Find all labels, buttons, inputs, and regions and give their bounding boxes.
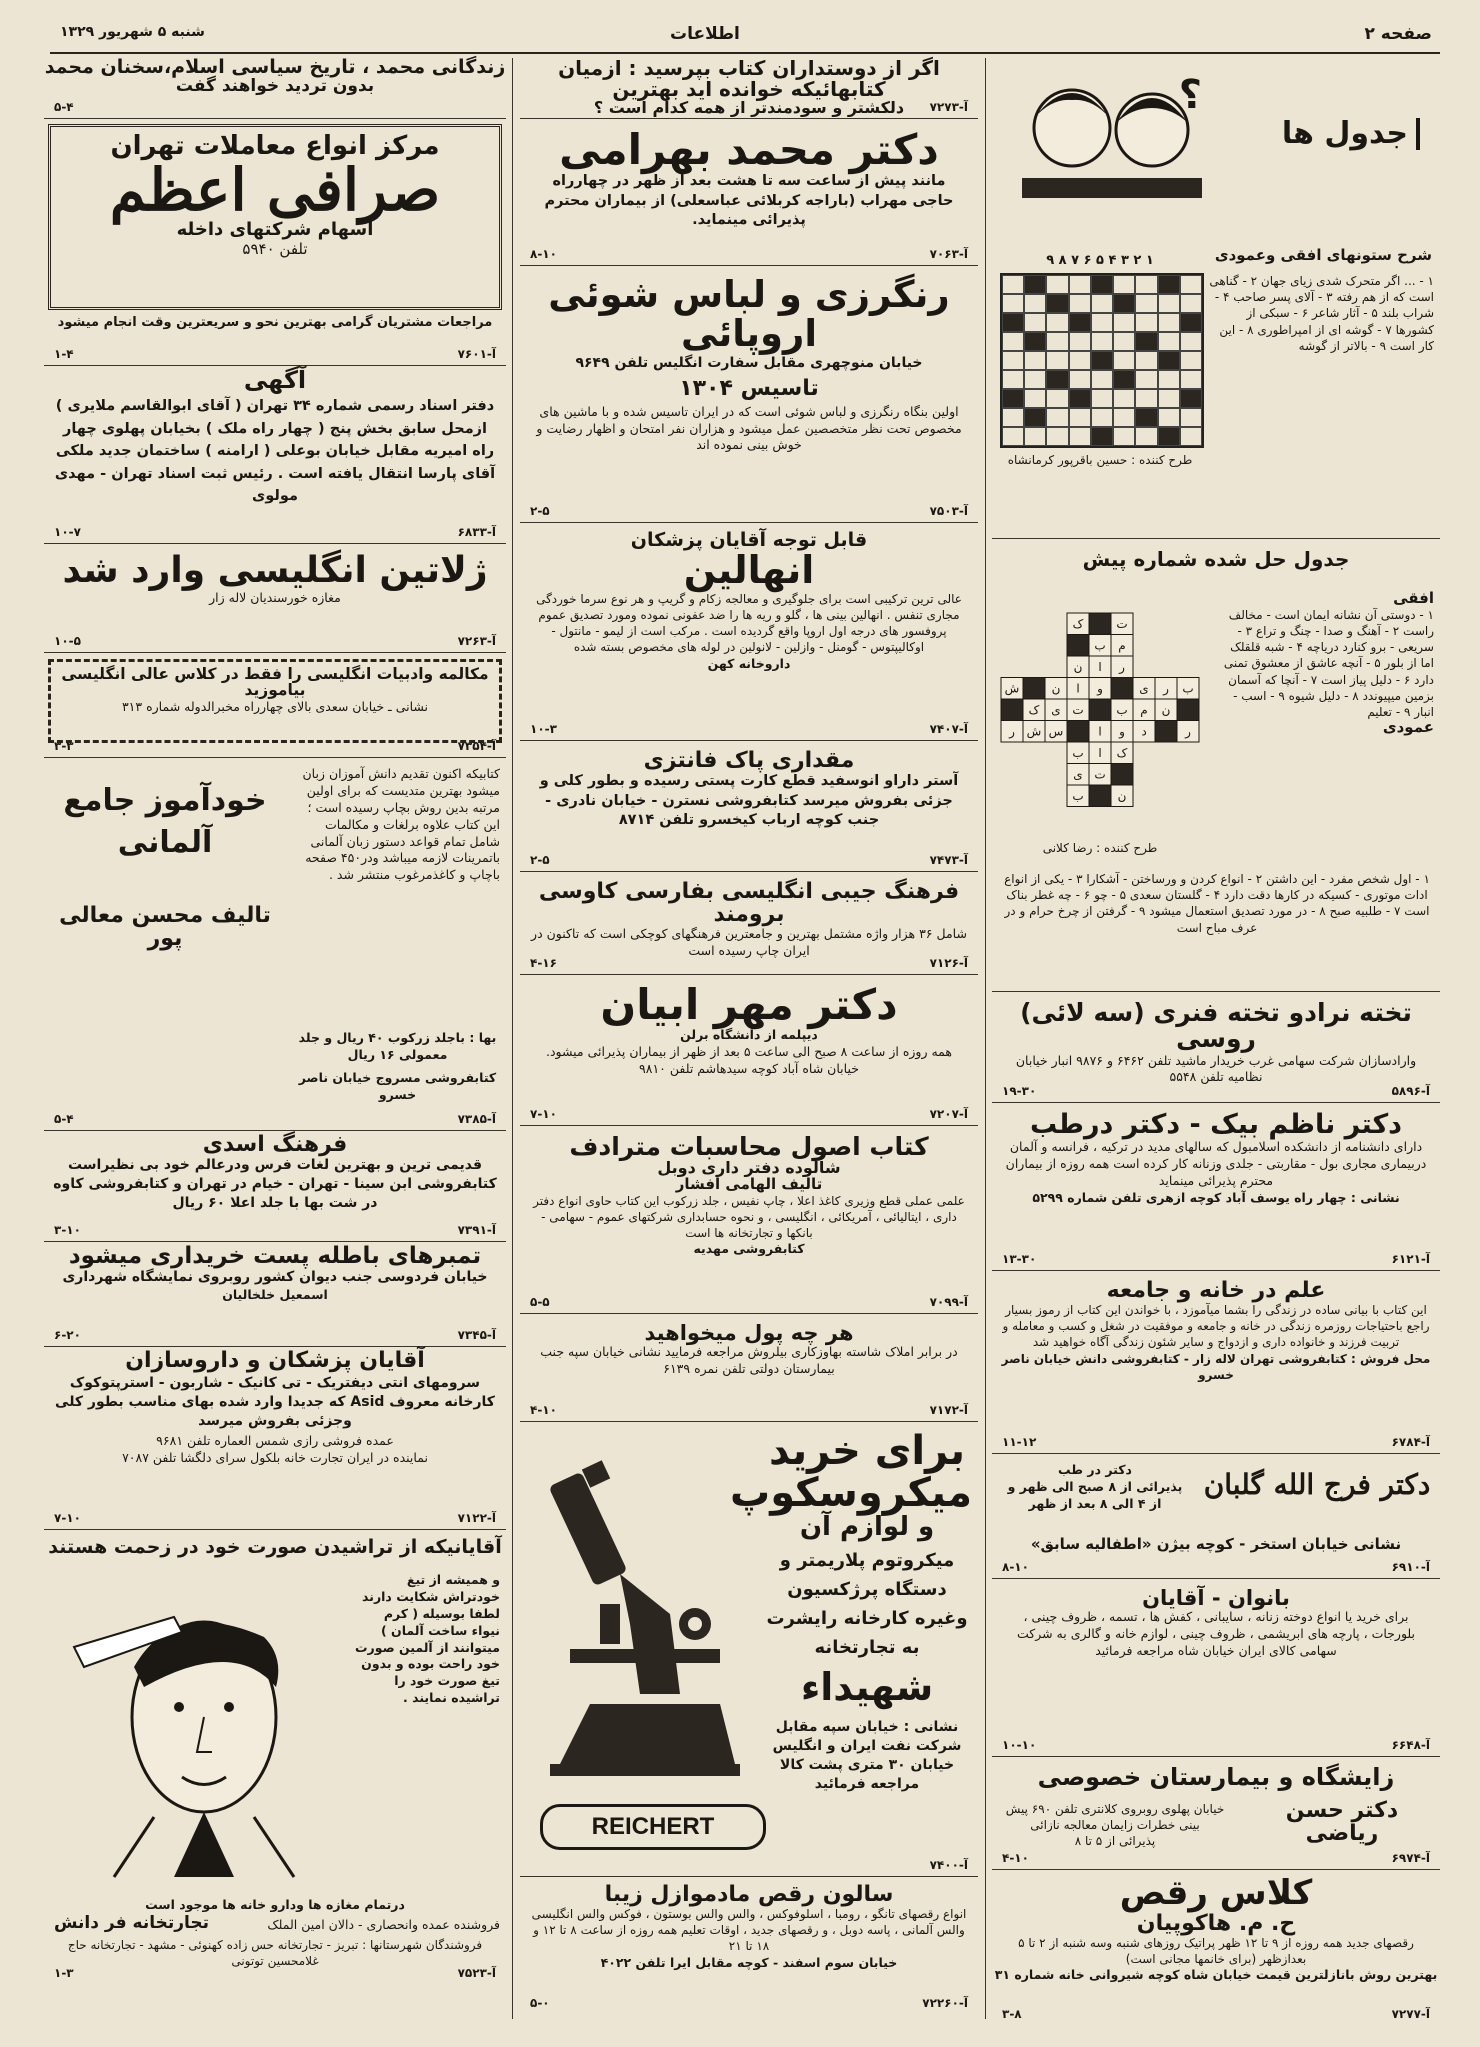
grid-letter: ا bbox=[1098, 660, 1102, 674]
grid-letter: م bbox=[1140, 703, 1148, 717]
ad-text: همه روزه از ساعت ۸ صبح الی ساعت ۵ بعد از ظهر از بیماران پذیرائی میشود. خیابان شاه آباد کوچه سیدهاشم تلفن ۹۸۱۰ bbox=[545, 1043, 952, 1076]
puzzle-couple-illustration bbox=[1002, 68, 1222, 198]
stamps-ad bbox=[44, 1244, 506, 1347]
grid-cell bbox=[1023, 678, 1045, 700]
ad-line: زندگانی محمد ، تاریخ سیاسی اسلام،سخنان محمد bbox=[44, 56, 506, 78]
ad-company: شهیداء bbox=[800, 1665, 934, 1710]
ad-text: مغازه خورسندیان لاله زار bbox=[209, 589, 341, 605]
ad-run: ۳-۱۰ bbox=[54, 1223, 81, 1237]
ad-title: دکتر مهر ابیان bbox=[600, 980, 898, 1029]
ad-run: ۱۰-۳ bbox=[530, 722, 557, 736]
ad-address: بهترین روش بانازلترین قیمت خیابان شاه کوچه شیروانی خانه شماره ۳۱ bbox=[994, 1967, 1438, 1983]
grid-column-numbers: ۹ ۸ ۷ ۶ ۵ ۴ ۳ ۲ ۱ bbox=[1046, 253, 1154, 268]
ad-run: ۵-۴ bbox=[54, 1112, 74, 1126]
clue-header: افقی bbox=[1393, 589, 1434, 607]
ad-title: انهالین bbox=[683, 547, 815, 592]
ad-text: وارادسازان شرکت سهامی غرب خریدار ماشید تلفن ۶۴۶۲ و ۹۸۷۶ انبار خیابان نظامیه تلفن ۵۵۴۸ bbox=[1015, 1052, 1417, 1085]
ad-code: ۶۹۱۰-آ bbox=[1391, 1560, 1430, 1574]
dance-salon-ad bbox=[520, 1879, 978, 2014]
shaving-cream-ad bbox=[44, 1532, 506, 1980]
bahrami-doctor-ad bbox=[520, 120, 978, 266]
ad-line: بدون تردید خواهند گفت bbox=[175, 75, 375, 96]
ad-title: برای خرید میکروسکوپ bbox=[730, 1428, 972, 1516]
ad-title: کلاس رقص bbox=[1119, 1873, 1313, 1913]
ad-run: ۵-۰ bbox=[530, 1996, 550, 2010]
grid-letter: ک bbox=[1116, 746, 1128, 760]
ad-text: و همیشه از تیغ خودتراش شکایت دارند لطفا بوسیله ( کرم نیواء ساخت آلمان ) میتوانند از آلمین صورت خود راحت بوده و بدون تیغ صورت خود را تراشیده نمایند . bbox=[354, 1572, 500, 1706]
ad-name: اسمعیل خلخالیان bbox=[222, 1287, 328, 1303]
grid-letter: ب bbox=[1116, 703, 1128, 717]
notary-notice bbox=[44, 368, 506, 544]
grid-letter: ر bbox=[1185, 724, 1191, 739]
ad-code: ۷۳۸۵-آ bbox=[457, 1112, 496, 1126]
ad-text: مانند پیش از ساعت سه تا هشت بعد از ظهر در چهارراه حاجی مهراب (باراجه کربلائی عباسعلی) از بیماران محترم پذیرائی مینماید. bbox=[544, 173, 954, 229]
ad-text: در برابر املاک شاسته بهاوزکاری بیلروش مراجعه فرمایید نشانی خیابان سپه جنب بیمارستان دولتی تلفن نمره ۶۱۳۹ bbox=[540, 1344, 958, 1376]
grid-letter: ب bbox=[1182, 681, 1194, 696]
ad-title: دکتر محمد بهرامی bbox=[559, 125, 939, 174]
ad-line: اسهام شرکتهای داخله bbox=[176, 219, 374, 241]
ad-shop: محل فروش : کتابفروشی تهران لاله زار - کتابفروشی دانش خیابان ناصر خسرو bbox=[1001, 1351, 1431, 1382]
ad-line: اگر از دوستداران کتاب بپرسید : ازمیان کتابهائیکه خوانده اید بهترین bbox=[558, 56, 940, 101]
column-rule bbox=[985, 58, 986, 2019]
ad-text: دارای دانشنامه از دانشکده اسلامبول که سالهای مدید در ترکیه ، فرانسه و آلمان دربیماری مجاری بول - مقاربتی - جلدی وزنانه کار کرده است همه روزه از بیماران محترم پذیرائی مینماید bbox=[1005, 1139, 1427, 1189]
ad-text: این کتاب با بیانی ساده در زندگی را بشما میآموزد ، با خواندن این کتاب از رموز بسیار راجع باحتیاجات روزمره زندگی در خانه و جامعه و موفقیت در شغل و کسب و معامله و تربیت فرزند و خانواده داری و ازدواج و سایر شئون زندگی آگاه خواهید شد bbox=[1002, 1303, 1430, 1350]
ad-address: خیابان سوم اسفند - کوچه مقابل ایرا تلفن ۴۰۲۲ bbox=[600, 1954, 898, 1970]
german-book-ad bbox=[44, 760, 506, 1131]
grid-letter: ن bbox=[1161, 703, 1171, 717]
issue-date: شنبه ۵ شهریور ۱۳۲۹ bbox=[60, 24, 205, 40]
ad-run: ۱۹-۳۰ bbox=[1002, 1084, 1037, 1098]
ad-code: ۷۲۷۳-آ bbox=[929, 100, 968, 114]
ad-run: ۷-۱۰ bbox=[530, 1107, 557, 1121]
grid-letter: و bbox=[1097, 681, 1103, 696]
golban-doctor-ad bbox=[992, 1456, 1440, 1579]
ad-text: رقصهای جدید همه روزه از ۹ تا ۱۲ ظهر پراتیک روزهای شنبه وسه شنبه از ۲ تا ۵ بعدازظهر (برای خانمها مجانی است) bbox=[1018, 1935, 1414, 1966]
ad-text: خیابان منوچهری مقابل سفارت انگلیس تلفن ۹۶۴۹ bbox=[575, 354, 923, 371]
doctors-serum-ad bbox=[44, 1349, 506, 1530]
ad-hours: پذیرائی از ۵ تا ۸ bbox=[1074, 1834, 1156, 1849]
ad-run: ۴-۱۰ bbox=[1002, 1851, 1029, 1865]
ad-code: ۷۲۰۷-آ bbox=[929, 1107, 968, 1121]
ad-run: ۵-۴ bbox=[54, 100, 74, 114]
ad-title: مقداری پاک فانتزی bbox=[643, 748, 855, 773]
accounting-book-ad bbox=[520, 1128, 978, 1314]
grid-letter: ن bbox=[1117, 789, 1127, 803]
man-portrait-illustration bbox=[54, 1577, 344, 1877]
solved-cross-grid bbox=[1000, 601, 1200, 831]
ad-text: قدیمی ترین و بهترین لغات فرس ودرعالم خود بی نظیراست کتابفروشی ابن سینا - تهران - خیام در تهران و کتابفروشی کاوه در شت بها با جلد اعلا ۶۰ ریال bbox=[53, 1157, 497, 1211]
ad-address: نشانی : خیابان سپه مقابل شرکت نفت ایران و انگلیس خیابان ۳۰ متری پشت کالا مراجعه فرمائید bbox=[772, 1719, 962, 1793]
ad-run: ۳-۸ bbox=[1002, 2007, 1022, 2021]
ad-text: علمی عملی قطع وزیری کاغذ اعلا ، چاپ نفیس ، جلد زرکوب این کتاب حاوی انواع دفتر داری ، ایتالیائی ، آمریکائی ، انگلیسی ، و نحوه حسابداری شرکتهای عموم - سهامی - بانکها و تجارتخانه ها است bbox=[533, 1193, 965, 1241]
gelatin-ad bbox=[44, 546, 506, 653]
ad-run: ۶-۲۰ bbox=[54, 1328, 81, 1342]
book-ad-top bbox=[44, 58, 506, 119]
grid-cell bbox=[1089, 613, 1111, 635]
ad-title: فرهنگ اسدی bbox=[202, 1132, 348, 1157]
mehrabian-doctor-ad bbox=[520, 977, 978, 1126]
nazim-doctor-ad bbox=[992, 1105, 1440, 1271]
grid-letter: ا bbox=[1098, 724, 1102, 739]
grid-cell bbox=[1177, 699, 1199, 721]
ad-run: ۸-۱۰ bbox=[1002, 1560, 1029, 1574]
pocket-dictionary-ad bbox=[520, 874, 978, 975]
ad-code: ۷۴۰۷-آ bbox=[929, 722, 968, 736]
maternity-hospital-ad bbox=[992, 1759, 1440, 1870]
grid-letter: ن bbox=[1073, 660, 1083, 674]
ad-text: آستر داراو انوسفید قطع کارت پستی رسیده و بطور کلی و جزئی بفروش میرسد کتابفروشی نسترن - خیابان نادری - جنب کوچه ارباب کیخسرو تلفن ۸۷۱۴ bbox=[539, 773, 959, 829]
ad-title: بانوان - آقایان bbox=[1142, 1586, 1290, 1610]
ad-title: رنگرزی و لباس شوئی اروپائی bbox=[548, 273, 950, 355]
ad-address: نشانی : چهار راه یوسف آباد کوچه ازهری تلفن شماره ۵۲۹۹ bbox=[1032, 1189, 1400, 1205]
ad-code: ۶۶۴۸-آ bbox=[1391, 1738, 1430, 1752]
ad-run: ۲-۵ bbox=[530, 504, 550, 518]
ad-code: ۷۱۲۶-آ bbox=[929, 956, 968, 970]
ad-code: ۷۲۶۳-آ bbox=[457, 634, 496, 648]
ad-title: کتاب اصول محاسبات مترادف bbox=[569, 1132, 929, 1161]
ad-text: انواع رقصهای تانگو ، رومبا ، اسلوفوکس ، والس والس بوستون ، فوکس والس انگلیسی والس آلمانی ، پاسه دوبل ، و رقصهای جدید ، اوقات تعلیم همه روزه از ساعت ۸ تا ۱۲ و ۱۸ تا ۲۱ bbox=[531, 1907, 967, 1954]
grid-letter: ا bbox=[1076, 681, 1080, 696]
column-rule bbox=[512, 58, 513, 2019]
ladies-gentlemen-ad bbox=[992, 1581, 1440, 1757]
ad-title: هر چه پول میخواهید bbox=[644, 1321, 854, 1345]
grid-letter: ی bbox=[1051, 703, 1061, 717]
ad-company: داروخانه کهن bbox=[707, 655, 791, 671]
middle-column bbox=[520, 58, 978, 2019]
ad-title: فرهنگ جیبی انگلیسی بفارسی کاوسی برومند bbox=[538, 879, 960, 928]
asadi-dictionary-ad bbox=[44, 1133, 506, 1242]
book-question-ad bbox=[520, 58, 978, 119]
ad-code: ۷۳۵۴-آ bbox=[457, 739, 496, 753]
ad-run: ۵-۵ bbox=[530, 1295, 550, 1309]
ad-text: میکروتوم پلاریمتر و دستگاه پرژکسیون وغیره کارخانه رایشرت به تجارتخانه bbox=[766, 1550, 968, 1658]
clue-header: عمودی bbox=[1382, 718, 1434, 737]
grid-letter: ب bbox=[1072, 789, 1084, 803]
laundry-ad bbox=[520, 268, 978, 523]
ad-run: ۱۰-۱۰ bbox=[1002, 1738, 1037, 1752]
ad-author: تالیف الهامی افشار bbox=[675, 1175, 823, 1194]
page-number: صفحه ۲ bbox=[1364, 24, 1432, 44]
ad-price: بها : باجلد زرکوب ۴۰ ریال و جلد معمولی ۱۶ ریال bbox=[298, 1030, 497, 1062]
ad-hours: پذیرائی از ۸ صبح الی ظهر و از ۴ الی ۸ بعد از ظهر bbox=[1007, 1478, 1183, 1511]
ad-code: ۷۲۷۷-آ bbox=[1391, 2007, 1430, 2021]
grid-letter: ی bbox=[1073, 767, 1083, 782]
right-column bbox=[992, 58, 1440, 2019]
ad-title: خودآموز جامع آلمانی bbox=[63, 783, 267, 860]
paper-name: اطلاعات bbox=[670, 24, 740, 44]
grid-letter: و bbox=[1119, 724, 1125, 739]
ad-run: ۱۰-۷ bbox=[54, 525, 81, 539]
ad-title: تمبرهای باطله پست خریداری میشود bbox=[68, 1243, 482, 1269]
masthead bbox=[50, 22, 1440, 54]
ad-shop: کتابفروشی مسروج خیابان ناصر خسرو bbox=[298, 1070, 497, 1102]
ad-title: مکالمه وادبیات انگلیسی را فقط در کلاس عالی انگلیسی بیاموزید bbox=[61, 665, 489, 700]
ad-run: ۴-۱۶ bbox=[530, 956, 557, 970]
ad-code: ۷۳۴۵-آ bbox=[457, 1328, 496, 1342]
grid-letter: ک bbox=[1072, 617, 1084, 631]
ad-text: شامل ۳۶ هزار واژه مشتمل بهترین و جامعترین فرهنگهای کوچکی است که تاکنون در ایران چاپ رسیده است bbox=[531, 926, 967, 959]
crossword-section bbox=[992, 58, 1440, 539]
english-class-ad bbox=[44, 655, 506, 758]
grid-cell bbox=[1155, 721, 1177, 743]
ad-text: کتابیکه اکنون تقدیم دانش آموزان زبان میشود بهترین متدیست که برای اولین مرتبه بدین روش بچاپ رسیده است ؛ این کتاب علاوه برلغات و مکالمات شامل تمام قواعد دستور زبان آلمانی باتمرینات لازمه میباشد ودر۴۵۰ صفحه باچاپ و کاغذمرغوب منتشر شد . bbox=[302, 766, 500, 883]
ad-text: سرومهای انتی دیفتریک - تی کانیک - شاربون - استرپتوکوک کارخانه معروف Asid که جدیدا وارد شده بهای مناسب بطور کلی وجزئی بفروش میرسد bbox=[55, 1375, 495, 1429]
grid-cell bbox=[1089, 699, 1111, 721]
grid-letter: ب bbox=[1072, 746, 1084, 760]
ad-run: ۱۳-۳۰ bbox=[1002, 1252, 1037, 1266]
ad-code: ۷۴۰۰-آ bbox=[929, 1858, 968, 1872]
ad-run: ۲-۵ bbox=[530, 853, 550, 867]
grid-letter: ر bbox=[1009, 724, 1015, 739]
grid-letter: ی bbox=[1139, 681, 1149, 696]
puzzle-author: طرح کننده : حسین باقرپور کرمانشاه bbox=[1007, 453, 1193, 467]
ad-run: ۷-۱۰ bbox=[54, 1511, 81, 1525]
ad-code: ۷۶۰۱-آ bbox=[457, 347, 496, 361]
ad-address: نشانی خیابان استخر - کوچه بیژن «اطفالیه سابق» bbox=[1030, 1535, 1402, 1553]
ad-subtitle: و لوازم آن bbox=[799, 1512, 935, 1542]
across-clues: ۱ - دوستی آن نشانه ایمان است - مخالف راست ۲ - آهنگ و صدا - چنگ و تراع ۳ - سریعی - برو کنارد دریاچه ۴ - شبه قلقلک اما از بلور ۵ - آنچه عاشق از معشوق تمنی دارد ۶ - دلیل پیاز است ۷ - آنچا که آسمان بزمین میپیوندد ۸ - دلیل شیوه ۹ - اسب - انبار ۹ - تعلیم bbox=[1223, 607, 1434, 719]
ad-code: ۶۸۳۳-آ bbox=[457, 525, 496, 539]
grid-letter: ش bbox=[1026, 724, 1042, 739]
ad-address: عمده فروشی رازی شمس العماره تلفن ۹۶۸۱ bbox=[156, 1432, 394, 1448]
grid-letter: م bbox=[1118, 638, 1126, 653]
ad-code: ۶۷۸۴-آ bbox=[1391, 1435, 1430, 1449]
microscope-illustration bbox=[530, 1464, 750, 1784]
ad-address: نماینده در ایران تجارت خانه بلکول سرای دلگشا تلفن ۷۰۸۷ bbox=[122, 1449, 428, 1465]
exchange-ad bbox=[44, 120, 506, 366]
inhaline-ad bbox=[520, 525, 978, 741]
left-column bbox=[44, 58, 506, 2019]
ad-code: ۷۱۷۲-آ bbox=[929, 1403, 968, 1417]
puzzle-author: طرح کننده : رضا کلانی bbox=[1042, 841, 1158, 855]
ad-text: فروشندگان شهرستانها : تبریز - تجارتخانه حس زاده کهنوئی - مشهد - تجارتخانه حاج غلامحسین توتونی bbox=[67, 1938, 483, 1969]
ad-title: دکتر ناظم بیک - دکتر درطب bbox=[1029, 1109, 1403, 1140]
ad-subtitle: دکتر در طب bbox=[1058, 1462, 1132, 1477]
ad-title: آقایان پزشکان و داروسازان bbox=[125, 1348, 425, 1373]
ad-run: ۴-۱۰ bbox=[530, 1403, 557, 1417]
ad-title: زایشگاه و بیمارستان خصوصی bbox=[1037, 1763, 1395, 1791]
grid-letter: ت bbox=[1116, 617, 1128, 631]
ad-text: دفتر اسناد رسمی شماره ۳۴ تهران ( آقای ابوالقاسم ملایری ) ازمحل سابق بخش پنج ( چهار راه ملک ) بخیابان پهلوی چهار راه امیریه مقابل خیابان بوعلی ( ارامنه ) ساختمان جدید ملکی آقای پارسا انتقال یافته است . رئیس ثبت اسناد تهران - مهدی مولوی bbox=[54, 398, 496, 505]
ad-run: ۱۰-۵ bbox=[54, 634, 81, 648]
grid-cell bbox=[1111, 764, 1133, 786]
ad-doctor: دکتر حسن ریاضی bbox=[1285, 1798, 1399, 1847]
microscope-ad bbox=[520, 1424, 978, 1877]
ad-teacher: ح. م. هاکوپیان bbox=[1136, 1910, 1296, 1936]
ad-title: ژلاتین انگلیسی وارد شد bbox=[62, 550, 488, 591]
ad-code: ۶۱۲۱-آ bbox=[1391, 1252, 1430, 1266]
plywood-ad bbox=[992, 994, 1440, 1103]
ad-text: عالی ترین ترکیبی است برای جلوگیری و معالجه زکام و گریپ و هر نوع سرما خوردگی مجاری تنفس . انهالین بینی ها ، گلو و ریه ها را ضد عفونی نموده ومورد تصدیق عموم پروفسور های درجه اول اروپا واقع گردیده است . مرکب است از لیمو - مانتول - اوکالیپتوس - گومنل - وازلین - لانولین در لوله های مخصوص بسته شده bbox=[536, 591, 962, 655]
ad-phone: تلفن ۵۹۴۰ bbox=[242, 240, 308, 259]
ad-text: اولین بنگاه رنگرزی و لباس شوئی است که در ایران تاسیس شده و با ماشین های مخصوص تحت نظر متخصصین عمل میشود و هزاران نفر امتحان و اظهار رضایت و خوش بینی نموده اند bbox=[536, 403, 962, 453]
grid-cell bbox=[1111, 678, 1133, 700]
section-title: جدول حل شده شماره پیش bbox=[1082, 547, 1350, 571]
grid-cell bbox=[1089, 785, 1111, 807]
solved-puzzle-section bbox=[992, 541, 1440, 992]
grid-letter: ر bbox=[1163, 681, 1169, 696]
solved-grid-svg bbox=[1000, 601, 1200, 831]
ad-text: درتمام مغازه ها ودارو خانه ها موجود است bbox=[145, 1897, 405, 1912]
ad-title: آگهی bbox=[243, 366, 307, 394]
svg-text:؟: ؟ bbox=[1178, 72, 1202, 118]
ad-subtitle: دیپلمه از دانشگاه برلن bbox=[680, 1027, 818, 1043]
puzzle-header: شرح ستونهای افقی وعمودی bbox=[1214, 246, 1432, 264]
ad-title: دکتر فرج الله گلبان bbox=[1203, 1468, 1431, 1501]
ad-code: ۵۸۹۶-آ bbox=[1391, 1084, 1430, 1098]
ad-run: ۱-۳ bbox=[54, 1966, 74, 1980]
down-clues: ۱ - اول شخص مفرد - این داشتن ۲ - انواع کردن و ورساختن - آشکارا ۳ - یکی از انواع ادات موتوری - کسیکه در کارها دقت دارد ۴ - گلستان سعدی ۵ - چو ۶ - چه غطر بناک است ۷ - طلبیه صبح ۸ - در مورد تصدیق استعمال میشود ۹ - گرفتن از چرخ حرام و در عرف مباح است bbox=[1004, 872, 1430, 935]
ad-code: ۷۵۲۳-آ bbox=[457, 1966, 496, 1980]
ad-text: مراجعات مشتریان گرامی بهترین نحو و سریعترین وقت انجام میشود bbox=[57, 315, 493, 330]
postcards-ad bbox=[520, 743, 978, 872]
ad-code: ۷۰۶۳-آ bbox=[929, 247, 968, 261]
ad-title: علم در خانه و جامعه bbox=[1106, 1278, 1326, 1303]
ad-title: سالون رقص مادموازل زیبا bbox=[604, 1882, 894, 1907]
grid-cell bbox=[1067, 721, 1089, 743]
ad-author: تالیف محسن معالی پور bbox=[59, 903, 271, 952]
ad-run: ۸-۱۰ bbox=[530, 247, 557, 261]
grid-letter: ش bbox=[1004, 681, 1020, 696]
section-title: جدول ها bbox=[1282, 118, 1420, 150]
ad-text: نشانی ـ خیابان سعدی بالای چهارراه مخبرالدوله شماره ۳۱۳ bbox=[121, 698, 429, 714]
ad-subtitle: قابل توجه آقایان پزشکان bbox=[630, 529, 868, 551]
ad-run: ۳-۳ bbox=[54, 739, 74, 753]
grid-letter: ا bbox=[1098, 746, 1102, 760]
ad-text: فروشنده عمده وانحصاری - دالان امین الملک bbox=[267, 1917, 500, 1932]
ad-company: تجارتخانه فر دانش bbox=[54, 1913, 210, 1933]
ad-subtitle: شالوده دفتر داری دوبل bbox=[657, 1158, 841, 1178]
puzzle-clues: ۱ - ... اگر متحرک شدی زیای جهان ۲ - گناهی است که از هم رفته ۳ - آلای پسر صاحب ۴ - شراب بلند ۵ - آثار شاعر ۶ - سبکی از کشورها ۷ - گوشه ای از امپراطوری ۸ - این کار است ۹ - بالاتر از گوشه bbox=[1209, 274, 1434, 353]
grid-letter: د bbox=[1141, 724, 1147, 739]
grid-letter: ب bbox=[1094, 638, 1106, 653]
ad-code: ۷۰۹۹-آ bbox=[929, 1295, 968, 1309]
crossword-grid bbox=[1000, 273, 1204, 448]
grid-cell bbox=[1067, 635, 1089, 657]
ad-code: ۶۹۷۴-آ bbox=[1391, 1851, 1430, 1865]
ad-title: تخته نرادو تخته فنری (سه لائی) روسی bbox=[1020, 998, 1412, 1054]
grid-letter: س bbox=[1048, 724, 1064, 739]
loan-ad bbox=[520, 1316, 978, 1422]
ad-code: ۷۱۲۲-آ bbox=[457, 1511, 496, 1525]
ad-text: خیابان فردوسی جنب دیوان کشور روبروی نمایشگاه شهرداری bbox=[62, 1269, 488, 1286]
dance-class-ad bbox=[992, 1872, 1440, 2021]
grid-letter: ت bbox=[1072, 703, 1084, 717]
brand-logo: REICHERT bbox=[540, 1804, 766, 1850]
ad-code: ۷۴۷۳-آ bbox=[929, 853, 968, 867]
ad-line: دلکشتر و سودمندتر از همه کدام است ؟ bbox=[593, 98, 905, 117]
ad-code: ۷۲۲۶۰-آ bbox=[922, 1996, 968, 2010]
ad-run: ۱-۴ bbox=[54, 347, 74, 361]
ad-title: آقایانیکه از تراشیدن صورت خود در زحمت هستند bbox=[48, 1536, 502, 1558]
ad-text: خیابان پهلوی روبروی کلانتری تلفن ۶۹۰ پیش بینی خطرات زایمان معالجه نازائی bbox=[1005, 1802, 1225, 1833]
grid-cell bbox=[1001, 699, 1023, 721]
grid-letter: ن bbox=[1051, 681, 1061, 696]
home-science-book-ad bbox=[992, 1273, 1440, 1454]
ad-code: ۷۳۹۱-آ bbox=[457, 1223, 496, 1237]
ad-year: تاسیس ۱۳۰۴ bbox=[679, 375, 819, 401]
ad-text: برای خرید یا انواع دوخته زنانه ، سایبانی ، کفش ها ، تسمه ، ظروف چینی ، بلورجات ، پارچه های ابریشمی ، ظروف چینی ، لوازم خانه و گالری به شرکت سهامی کالای ایران خیابان شاه مراجعه فرمائید bbox=[1016, 1609, 1416, 1658]
ad-shop: کتابفروشی مهدیه bbox=[693, 1241, 805, 1257]
ad-code: ۷۵۰۳-آ bbox=[929, 504, 968, 518]
ad-title: صرافی اعظم bbox=[109, 156, 441, 225]
grid-letter: ک bbox=[1028, 703, 1040, 717]
ad-run: ۱۱-۱۲ bbox=[1002, 1435, 1037, 1449]
ad-subtitle: مرکز انواع معاملات تهران bbox=[110, 131, 440, 161]
grid-letter: ر bbox=[1119, 660, 1125, 674]
grid-letter: ت bbox=[1094, 767, 1106, 782]
